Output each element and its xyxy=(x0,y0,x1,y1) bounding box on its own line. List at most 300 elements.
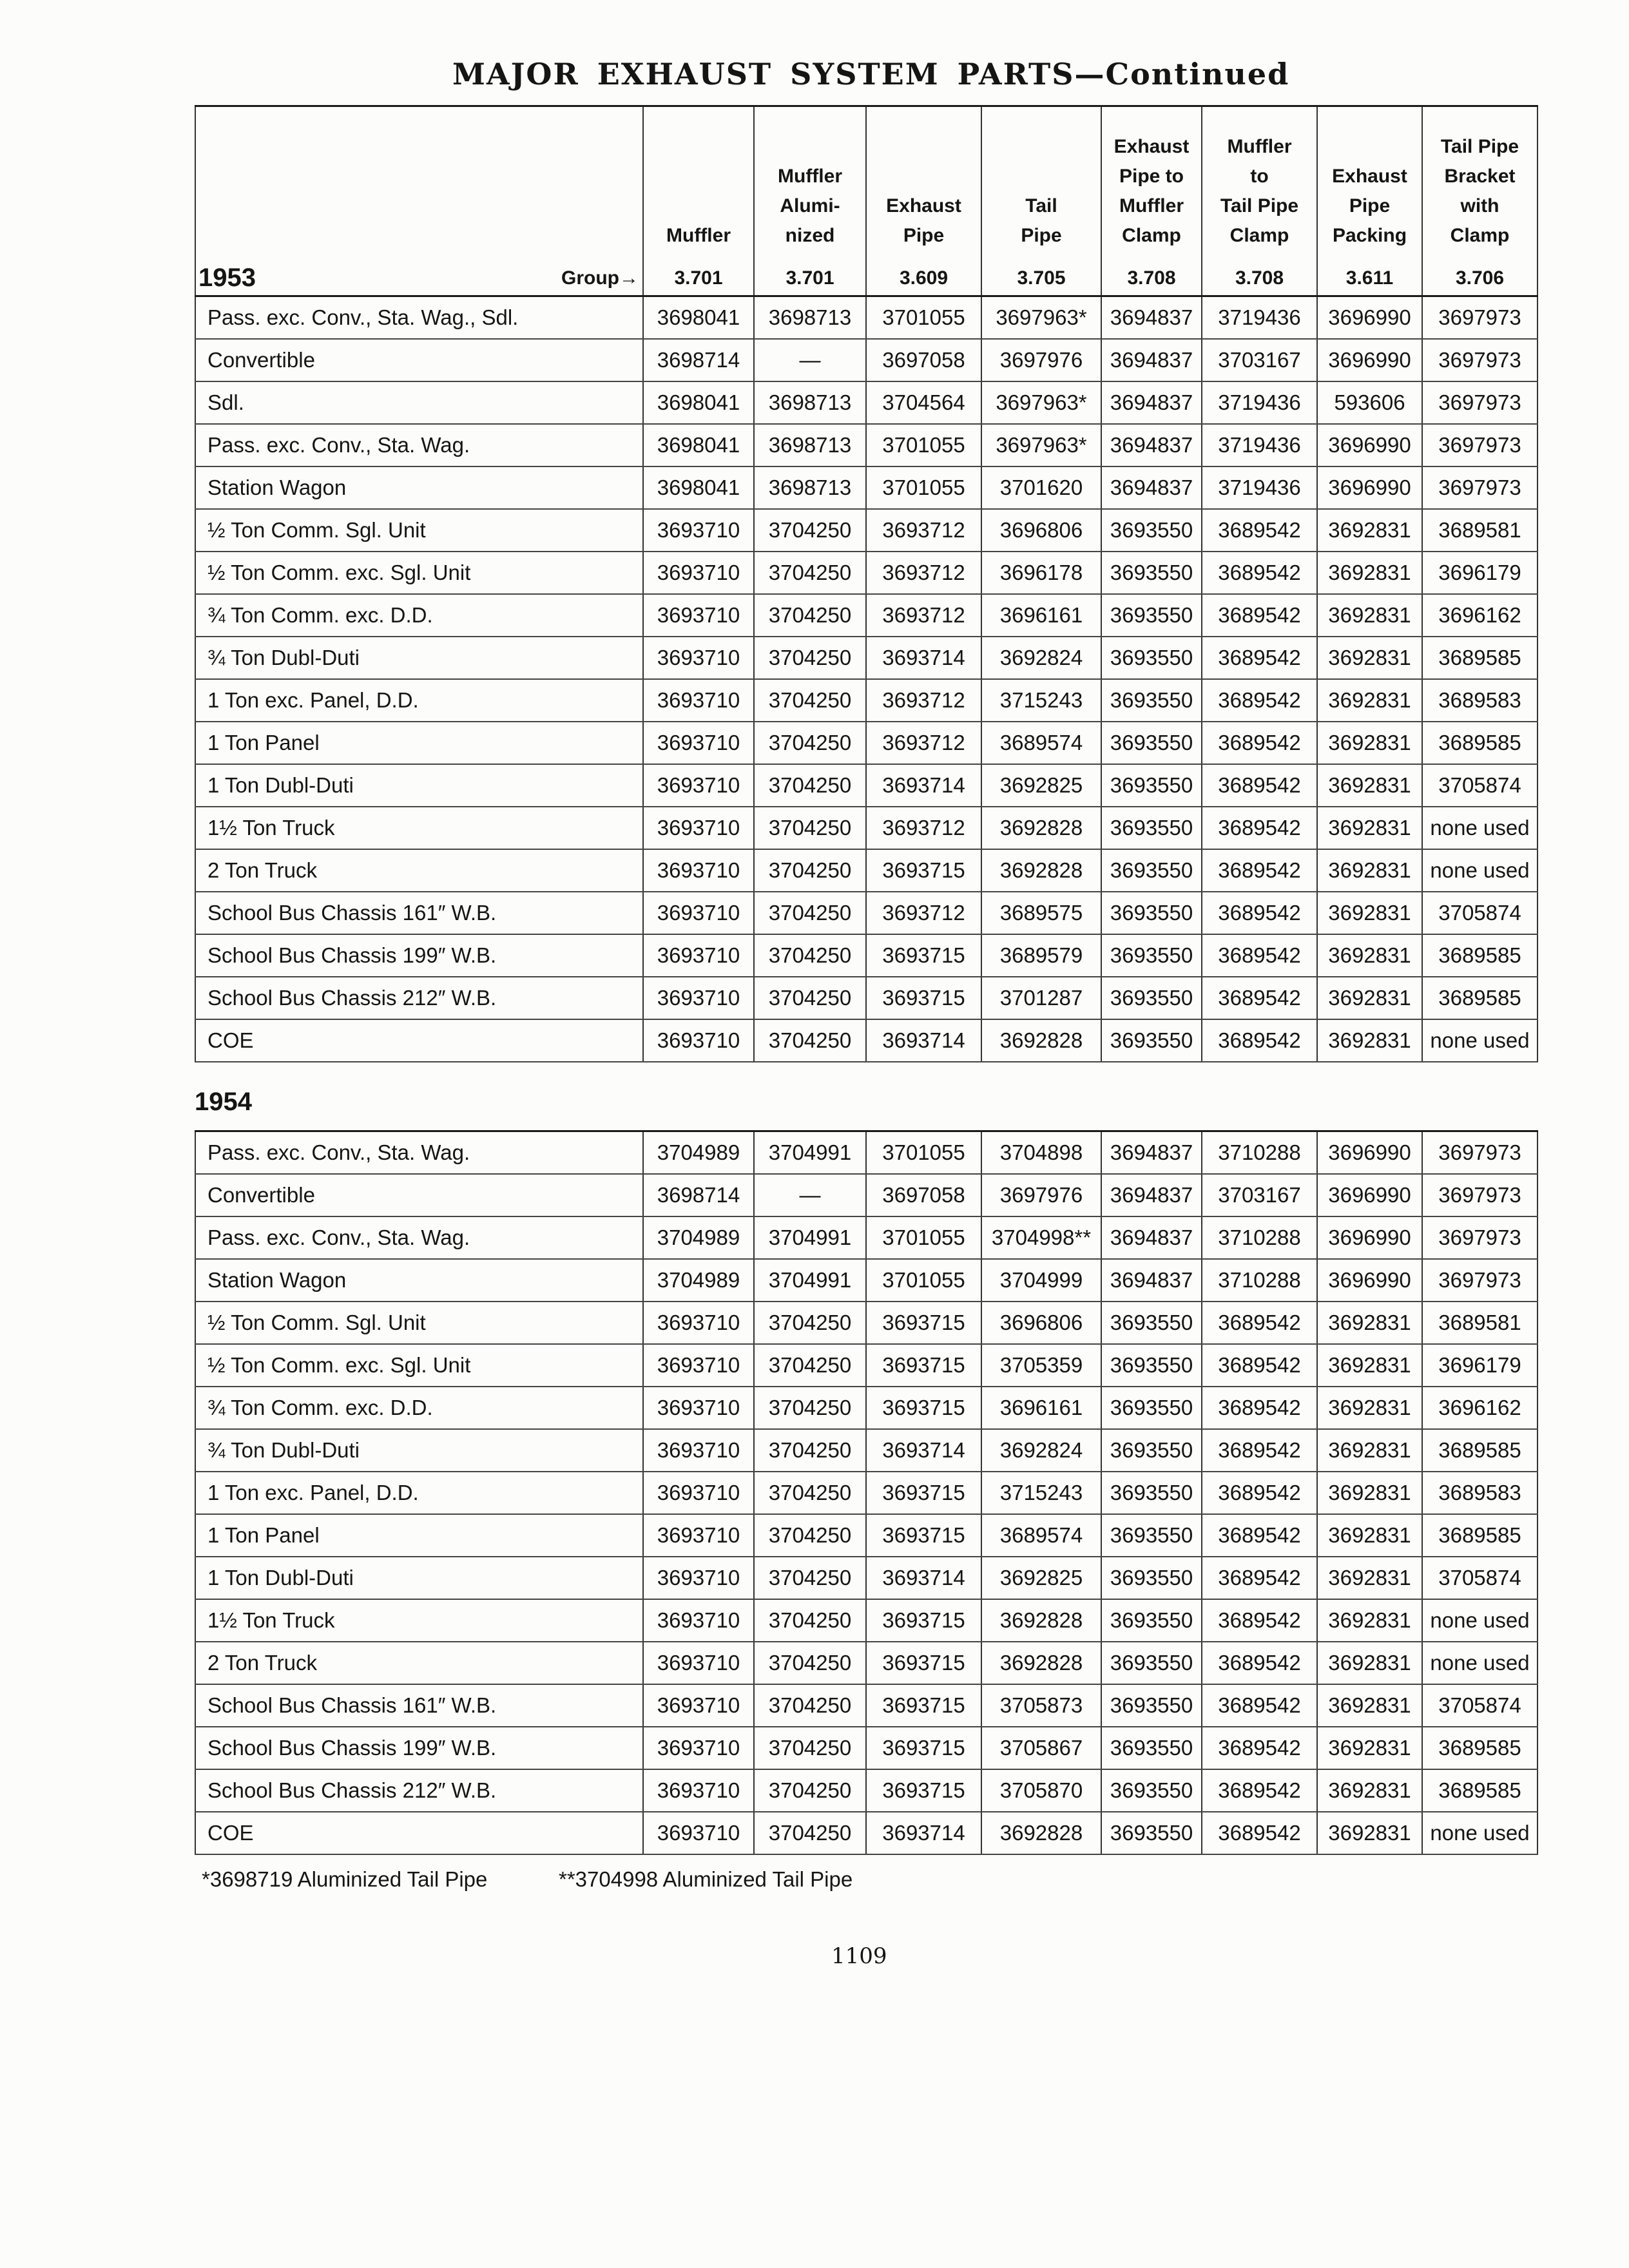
tail-pipe-part-number: 3692828 xyxy=(982,807,1102,849)
tail-pipe-part-number: 3697963* xyxy=(982,425,1102,466)
exhaust-pipe-to-muffler-clamp-part-number: 3693550 xyxy=(1102,1642,1202,1684)
muffler-part-number: 3693710 xyxy=(644,977,755,1019)
exhaust-pipe-packing-part-number: 3692831 xyxy=(1318,510,1423,551)
muffler-aluminized-part-number: 3704250 xyxy=(755,510,867,551)
exhaust-pipe-to-muffler-clamp-part-number: 3693550 xyxy=(1102,595,1202,636)
model-description: Sdl. xyxy=(195,382,644,423)
muffler-aluminized-part-number: 3704250 xyxy=(755,935,867,976)
table-row xyxy=(195,1217,1538,1260)
column-header-line: Muffler xyxy=(1227,136,1292,157)
exhaust-pipe-to-muffler-clamp-part-number: 3693550 xyxy=(1102,1345,1202,1386)
muffler-to-tail-pipe-clamp-part-number: 3689542 xyxy=(1202,1430,1318,1471)
exhaust-pipe-part-number: 3693715 xyxy=(867,1600,982,1641)
tail-pipe-bracket-with-clamp-part-number: none used xyxy=(1423,1600,1538,1641)
exhaust-pipe-packing-part-number: 3696990 xyxy=(1318,297,1423,338)
exhaust-pipe-to-muffler-clamp-part-number: 3693550 xyxy=(1102,1727,1202,1769)
column-header-row xyxy=(195,107,1538,261)
tail-pipe-bracket-with-clamp-part-number: 3696162 xyxy=(1423,595,1538,636)
model-description: School Bus Chassis 161″ W.B. xyxy=(195,892,644,934)
model-description: School Bus Chassis 199″ W.B. xyxy=(195,935,644,976)
tail-pipe-bracket-with-clamp-part-number: 3689585 xyxy=(1423,977,1538,1019)
tail-pipe-part-number: 3692828 xyxy=(982,1600,1102,1641)
muffler-to-tail-pipe-clamp-part-number: 3689542 xyxy=(1202,1472,1318,1514)
exhaust-pipe-part-number: 3704564 xyxy=(867,382,982,423)
exhaust-pipe-to-muffler-clamp-part-number: 3693550 xyxy=(1102,510,1202,551)
exhaust-pipe-part-number: 3693712 xyxy=(867,680,982,721)
footnote-aluminized-tail-pipe-1954: **3704998 Aluminized Tail Pipe xyxy=(559,1867,853,1891)
exhaust-pipe-packing-column-header xyxy=(1318,107,1423,261)
column-header-line: Exhaust xyxy=(886,195,961,216)
column-header-line: Clamp xyxy=(1122,225,1181,246)
muffler-to-tail-pipe-clamp-part-number: 3689542 xyxy=(1202,1557,1318,1599)
tail-pipe-bracket-with-clamp-part-number: 3697973 xyxy=(1423,297,1538,338)
exhaust-pipe-packing-part-number: 3692831 xyxy=(1318,1600,1423,1641)
muffler-aluminized-part-number: 3704250 xyxy=(755,1302,867,1343)
table-row xyxy=(195,1685,1538,1727)
muffler-aluminized-part-number: 3704250 xyxy=(755,1812,867,1854)
exhaust-pipe-packing-part-number: 3692831 xyxy=(1318,1472,1423,1514)
tail-pipe-part-number: 3692828 xyxy=(982,1642,1102,1684)
exhaust-pipe-packing-part-number: 593606 xyxy=(1318,382,1423,423)
exhaust-pipe-to-muffler-clamp-part-number: 3693550 xyxy=(1102,637,1202,678)
muffler-aluminized-part-number: — xyxy=(755,1175,867,1216)
table-row xyxy=(195,1600,1538,1642)
exhaust-pipe-part-number: 3693712 xyxy=(867,722,982,764)
tail-pipe-part-number: 3697976 xyxy=(982,340,1102,381)
exhaust-pipe-to-muffler-clamp-part-number: 3693550 xyxy=(1102,935,1202,976)
column-header-line: Pipe xyxy=(1021,225,1062,246)
muffler-aluminized-part-number: 3704250 xyxy=(755,1685,867,1726)
muffler-to-tail-pipe-clamp-part-number: 3689542 xyxy=(1202,935,1318,976)
table-row xyxy=(195,595,1538,637)
exhaust-pipe-packing-part-number: 3692831 xyxy=(1318,1812,1423,1854)
tail-pipe-part-number: 3705359 xyxy=(982,1345,1102,1386)
column-header-line: Clamp xyxy=(1450,225,1510,246)
column-header-line: Tail Pipe xyxy=(1220,195,1299,216)
exhaust-pipe-part-number: 3693714 xyxy=(867,637,982,678)
model-description: Pass. exc. Conv., Sta. Wag. xyxy=(195,1217,644,1258)
exhaust-pipe-part-number: 3693715 xyxy=(867,1472,982,1514)
column-header-line: Muffler xyxy=(1119,195,1184,216)
muffler-to-tail-pipe-clamp-part-number: 3689542 xyxy=(1202,637,1318,678)
model-description: ½ Ton Comm. Sgl. Unit xyxy=(195,1302,644,1343)
muffler-aluminized-part-number: 3704250 xyxy=(755,552,867,593)
table-row xyxy=(195,1132,1538,1175)
muffler-to-tail-pipe-clamp-part-number: 3719436 xyxy=(1202,297,1318,338)
model-description: Pass. exc. Conv., Sta. Wag., Sdl. xyxy=(195,297,644,338)
muffler-part-number: 3693710 xyxy=(644,637,755,678)
exhaust-pipe-column-header xyxy=(867,107,982,261)
exhaust-pipe-part-number: 3693715 xyxy=(867,977,982,1019)
muffler-part-number: 3693710 xyxy=(644,1642,755,1684)
tail-pipe-part-number: 3696806 xyxy=(982,1302,1102,1343)
exhaust-pipe-part-number: 3693715 xyxy=(867,1515,982,1556)
tail-pipe-part-number: 3689574 xyxy=(982,1515,1102,1556)
exhaust-pipe-packing-part-number: 3692831 xyxy=(1318,1685,1423,1726)
muffler-to-tail-pipe-clamp-part-number: 3689542 xyxy=(1202,1727,1318,1769)
muffler-part-number: 3693710 xyxy=(644,1430,755,1471)
exhaust-pipe-part-number: 3693712 xyxy=(867,552,982,593)
exhaust-pipe-packing-part-number: 3692831 xyxy=(1318,1345,1423,1386)
table-row xyxy=(195,1430,1538,1472)
muffler-part-number: 3704989 xyxy=(644,1217,755,1258)
table-row xyxy=(195,935,1538,977)
model-description: 1 Ton Dubl-Duti xyxy=(195,1557,644,1599)
model-description: 1 Ton Panel xyxy=(195,1515,644,1556)
tail-pipe-bracket-with-clamp-part-number: 3705874 xyxy=(1423,892,1538,934)
muffler-aluminized-part-number: 3704991 xyxy=(755,1132,867,1173)
column-header-line: Muffler xyxy=(666,225,731,246)
exhaust-pipe-part-number: 3693712 xyxy=(867,510,982,551)
exhaust-pipe-to-muffler-clamp-part-number: 3693550 xyxy=(1102,1685,1202,1726)
column-header-line: Muffler xyxy=(778,166,842,187)
exhaust-pipe-part-number: 3693712 xyxy=(867,807,982,849)
table-row xyxy=(195,1387,1538,1430)
exhaust-pipe-to-muffler-clamp-part-number: 3693550 xyxy=(1102,1020,1202,1061)
table-row xyxy=(195,1020,1538,1062)
tail-pipe-part-number: 3692824 xyxy=(982,1430,1102,1471)
exhaust-pipe-part-number: 3693714 xyxy=(867,1430,982,1471)
exhaust-pipe-part-number: 3701055 xyxy=(867,1217,982,1258)
group-number-row xyxy=(195,261,1538,297)
model-description: ¾ Ton Dubl-Duti xyxy=(195,1430,644,1471)
exhaust-pipe-packing-part-number: 3692831 xyxy=(1318,1515,1423,1556)
exhaust-pipe-packing-part-number: 3692831 xyxy=(1318,552,1423,593)
page-number: 1109 xyxy=(831,1943,887,1969)
table-row xyxy=(195,425,1538,467)
year-heading-1953: 1953 xyxy=(198,264,256,292)
tail-pipe-part-number: 3697963* xyxy=(982,297,1102,338)
exhaust-pipe-part-number: 3697058 xyxy=(867,1175,982,1216)
tail-pipe-part-number: 3692828 xyxy=(982,1020,1102,1061)
column-header-line: Exhaust xyxy=(1332,166,1407,187)
exhaust-pipe-to-muffler-clamp-part-number: 3693550 xyxy=(1102,680,1202,721)
model-description: ½ Ton Comm. exc. Sgl. Unit xyxy=(195,1345,644,1386)
footnote-aluminized-tail-pipe-1953: *3698719 Aluminized Tail Pipe xyxy=(202,1867,488,1891)
exhaust-pipe-packing-part-number: 3692831 xyxy=(1318,1642,1423,1684)
column-header-line: Packing xyxy=(1332,225,1407,246)
exhaust-pipe-to-muffler-clamp-part-number: 3694837 xyxy=(1102,467,1202,508)
model-description: School Bus Chassis 212″ W.B. xyxy=(195,977,644,1019)
exhaust-pipe-to-muffler-clamp-part-number: 3693550 xyxy=(1102,1515,1202,1556)
muffler-to-tail-pipe-clamp-part-number: 3689542 xyxy=(1202,1345,1318,1386)
exhaust-pipe-packing-part-number: 3696990 xyxy=(1318,1217,1423,1258)
tail-pipe-bracket-with-clamp-part-number: 3689585 xyxy=(1423,637,1538,678)
column-header-line: Pipe to xyxy=(1119,166,1184,187)
tail-pipe-part-number: 3704999 xyxy=(982,1260,1102,1301)
table-body-1954 xyxy=(195,1132,1538,1855)
exhaust-pipe-to-muffler-clamp-part-number: 3693550 xyxy=(1102,1770,1202,1811)
muffler-part-number: 3693710 xyxy=(644,1472,755,1514)
muffler-aluminized-part-number: 3704250 xyxy=(755,977,867,1019)
tail-pipe-bracket-with-clamp-part-number: none used xyxy=(1423,1812,1538,1854)
tail-pipe-bracket-with-clamp-part-number: none used xyxy=(1423,807,1538,849)
parts-table-1954 xyxy=(195,1130,1538,1855)
tail-pipe-bracket-with-clamp-part-number: none used xyxy=(1423,850,1538,891)
tail-pipe-part-number: 3696161 xyxy=(982,595,1102,636)
muffler-part-number: 3693710 xyxy=(644,935,755,976)
exhaust-pipe-part-number: 3693715 xyxy=(867,1770,982,1811)
tail-pipe-bracket-with-clamp-group-number: 3.706 xyxy=(1423,261,1538,295)
muffler-group-number: 3.701 xyxy=(644,261,755,295)
exhaust-pipe-to-muffler-clamp-part-number: 3694837 xyxy=(1102,1175,1202,1216)
exhaust-pipe-packing-part-number: 3696990 xyxy=(1318,1132,1423,1173)
tail-pipe-part-number: 3705867 xyxy=(982,1727,1102,1769)
table-row xyxy=(195,977,1538,1020)
muffler-to-tail-pipe-clamp-part-number: 3689542 xyxy=(1202,977,1318,1019)
exhaust-pipe-to-muffler-clamp-part-number: 3694837 xyxy=(1102,297,1202,338)
muffler-part-number: 3698041 xyxy=(644,425,755,466)
exhaust-pipe-to-muffler-clamp-part-number: 3694837 xyxy=(1102,340,1202,381)
tail-pipe-part-number: 3715243 xyxy=(982,680,1102,721)
table-row xyxy=(195,1175,1538,1217)
muffler-to-tail-pipe-clamp-part-number: 3689542 xyxy=(1202,552,1318,593)
muffler-to-tail-pipe-clamp-part-number: 3689542 xyxy=(1202,1387,1318,1428)
tail-pipe-bracket-with-clamp-part-number: 3689585 xyxy=(1423,1727,1538,1769)
column-header-line: Exhaust xyxy=(1113,136,1190,157)
tail-pipe-part-number: 3701620 xyxy=(982,467,1102,508)
exhaust-pipe-part-number: 3701055 xyxy=(867,425,982,466)
tail-pipe-bracket-with-clamp-part-number: 3697973 xyxy=(1423,1217,1538,1258)
tail-pipe-bracket-with-clamp-part-number: 3696179 xyxy=(1423,552,1538,593)
table-row xyxy=(195,722,1538,765)
muffler-to-tail-pipe-clamp-part-number: 3689542 xyxy=(1202,1812,1318,1854)
model-description: 2 Ton Truck xyxy=(195,1642,644,1684)
exhaust-pipe-part-number: 3701055 xyxy=(867,297,982,338)
muffler-part-number: 3693710 xyxy=(644,595,755,636)
muffler-aluminized-part-number: 3704250 xyxy=(755,722,867,764)
muffler-aluminized-part-number: 3704250 xyxy=(755,1515,867,1556)
model-description: 2 Ton Truck xyxy=(195,850,644,891)
model-description: ¾ Ton Comm. exc. D.D. xyxy=(195,1387,644,1428)
exhaust-pipe-packing-part-number: 3692831 xyxy=(1318,722,1423,764)
muffler-aluminized-part-number: 3704250 xyxy=(755,765,867,806)
tail-pipe-part-number: 3715243 xyxy=(982,1472,1102,1514)
exhaust-pipe-to-muffler-clamp-part-number: 3693550 xyxy=(1102,722,1202,764)
muffler-aluminized-part-number: 3704250 xyxy=(755,680,867,721)
muffler-aluminized-part-number: 3704250 xyxy=(755,1770,867,1811)
exhaust-pipe-packing-part-number: 3696990 xyxy=(1318,467,1423,508)
exhaust-pipe-part-number: 3693715 xyxy=(867,1685,982,1726)
muffler-part-number: 3693710 xyxy=(644,765,755,806)
tail-pipe-bracket-with-clamp-part-number: 3705874 xyxy=(1423,1685,1538,1726)
model-description: Convertible xyxy=(195,1175,644,1216)
model-description: School Bus Chassis 212″ W.B. xyxy=(195,1770,644,1811)
muffler-part-number: 3693710 xyxy=(644,510,755,551)
tail-pipe-bracket-with-clamp-part-number: 3689581 xyxy=(1423,1302,1538,1343)
muffler-part-number: 3698041 xyxy=(644,467,755,508)
table-row xyxy=(195,1812,1538,1855)
tail-pipe-part-number: 3705873 xyxy=(982,1685,1102,1726)
exhaust-pipe-part-number: 3693715 xyxy=(867,1302,982,1343)
muffler-aluminized-part-number: 3698713 xyxy=(755,467,867,508)
group-label-cell xyxy=(195,261,644,295)
parts-table-1953 xyxy=(195,105,1538,1062)
tail-pipe-part-number: 3692825 xyxy=(982,765,1102,806)
tail-pipe-bracket-with-clamp-part-number: 3689585 xyxy=(1423,1515,1538,1556)
muffler-part-number: 3693710 xyxy=(644,1600,755,1641)
table-row xyxy=(195,467,1538,510)
exhaust-pipe-packing-part-number: 3692831 xyxy=(1318,1302,1423,1343)
tail-pipe-group-number: 3.705 xyxy=(982,261,1102,295)
exhaust-pipe-part-number: 3693715 xyxy=(867,1642,982,1684)
model-description: Pass. exc. Conv., Sta. Wag. xyxy=(195,425,644,466)
tail-pipe-bracket-with-clamp-part-number: 3697973 xyxy=(1423,1175,1538,1216)
muffler-to-tail-pipe-clamp-part-number: 3689542 xyxy=(1202,510,1318,551)
table-row xyxy=(195,807,1538,850)
muffler-part-number: 3698714 xyxy=(644,340,755,381)
exhaust-pipe-packing-part-number: 3692831 xyxy=(1318,680,1423,721)
muffler-part-number: 3693710 xyxy=(644,1557,755,1599)
exhaust-pipe-to-muffler-clamp-part-number: 3693550 xyxy=(1102,1302,1202,1343)
exhaust-pipe-packing-part-number: 3692831 xyxy=(1318,1430,1423,1471)
model-description: Pass. exc. Conv., Sta. Wag. xyxy=(195,1132,644,1173)
muffler-aluminized-part-number: 3704250 xyxy=(755,807,867,849)
muffler-part-number: 3704989 xyxy=(644,1260,755,1301)
muffler-aluminized-part-number: 3704991 xyxy=(755,1217,867,1258)
muffler-part-number: 3704989 xyxy=(644,1132,755,1173)
exhaust-pipe-to-muffler-clamp-part-number: 3693550 xyxy=(1102,977,1202,1019)
tail-pipe-bracket-with-clamp-part-number: none used xyxy=(1423,1642,1538,1684)
exhaust-pipe-packing-part-number: 3692831 xyxy=(1318,1557,1423,1599)
exhaust-pipe-part-number: 3693715 xyxy=(867,1727,982,1769)
table-row xyxy=(195,1770,1538,1812)
muffler-to-tail-pipe-clamp-part-number: 3689542 xyxy=(1202,807,1318,849)
table-row xyxy=(195,297,1538,340)
table-body-1953 xyxy=(195,297,1538,1062)
exhaust-pipe-packing-part-number: 3696990 xyxy=(1318,340,1423,381)
column-header-line: Bracket xyxy=(1444,166,1516,187)
model-description: School Bus Chassis 199″ W.B. xyxy=(195,1727,644,1769)
exhaust-pipe-part-number: 3701055 xyxy=(867,1132,982,1173)
exhaust-pipe-part-number: 3693715 xyxy=(867,850,982,891)
column-header-line: Clamp xyxy=(1229,225,1289,246)
tail-pipe-part-number: 3704998** xyxy=(982,1217,1102,1258)
tail-pipe-part-number: 3689574 xyxy=(982,722,1102,764)
muffler-to-tail-pipe-clamp-part-number: 3703167 xyxy=(1202,1175,1318,1216)
muffler-to-tail-pipe-clamp-part-number: 3710288 xyxy=(1202,1217,1318,1258)
exhaust-pipe-part-number: 3693712 xyxy=(867,892,982,934)
exhaust-pipe-to-muffler-clamp-part-number: 3693550 xyxy=(1102,552,1202,593)
muffler-aluminized-part-number: 3704250 xyxy=(755,850,867,891)
column-header-line: Pipe xyxy=(1349,195,1391,216)
muffler-part-number: 3693710 xyxy=(644,1685,755,1726)
exhaust-pipe-to-muffler-clamp-part-number: 3694837 xyxy=(1102,382,1202,423)
model-description: ¾ Ton Comm. exc. D.D. xyxy=(195,595,644,636)
muffler-part-number: 3693710 xyxy=(644,1387,755,1428)
muffler-to-tail-pipe-clamp-part-number: 3689542 xyxy=(1202,595,1318,636)
table-row xyxy=(195,1345,1538,1387)
muffler-to-tail-pipe-clamp-part-number: 3689542 xyxy=(1202,892,1318,934)
muffler-to-tail-pipe-clamp-part-number: 3689542 xyxy=(1202,722,1318,764)
table-row xyxy=(195,340,1538,382)
muffler-aluminized-group-number: 3.701 xyxy=(755,261,867,295)
tail-pipe-bracket-with-clamp-part-number: 3705874 xyxy=(1423,765,1538,806)
muffler-aluminized-part-number: 3704250 xyxy=(755,637,867,678)
group-label: Group→ xyxy=(561,267,639,289)
muffler-to-tail-pipe-clamp-part-number: 3689542 xyxy=(1202,1770,1318,1811)
exhaust-pipe-to-muffler-clamp-part-number: 3693550 xyxy=(1102,1472,1202,1514)
tail-pipe-bracket-with-clamp-part-number: 3689585 xyxy=(1423,935,1538,976)
muffler-aluminized-part-number: 3704250 xyxy=(755,1430,867,1471)
exhaust-pipe-to-muffler-clamp-part-number: 3693550 xyxy=(1102,850,1202,891)
tail-pipe-part-number: 3697976 xyxy=(982,1175,1102,1216)
muffler-aluminized-part-number: 3698713 xyxy=(755,297,867,338)
muffler-to-tail-pipe-clamp-part-number: 3689542 xyxy=(1202,1020,1318,1061)
exhaust-pipe-packing-part-number: 3696990 xyxy=(1318,1260,1423,1301)
model-description: School Bus Chassis 161″ W.B. xyxy=(195,1685,644,1726)
muffler-to-tail-pipe-clamp-part-number: 3719436 xyxy=(1202,425,1318,466)
model-description: 1 Ton Dubl-Duti xyxy=(195,765,644,806)
tail-pipe-part-number: 3692828 xyxy=(982,1812,1102,1854)
tail-pipe-bracket-with-clamp-part-number: 3697973 xyxy=(1423,340,1538,381)
exhaust-pipe-to-muffler-clamp-part-number: 3693550 xyxy=(1102,1600,1202,1641)
exhaust-pipe-part-number: 3701055 xyxy=(867,467,982,508)
table-row xyxy=(195,637,1538,680)
exhaust-pipe-packing-part-number: 3692831 xyxy=(1318,765,1423,806)
muffler-part-number: 3693710 xyxy=(644,680,755,721)
muffler-to-tail-pipe-clamp-part-number: 3689542 xyxy=(1202,1302,1318,1343)
muffler-aluminized-part-number: 3704250 xyxy=(755,892,867,934)
tail-pipe-part-number: 3704898 xyxy=(982,1132,1102,1173)
muffler-aluminized-part-number: 3698713 xyxy=(755,425,867,466)
muffler-part-number: 3698041 xyxy=(644,297,755,338)
muffler-to-tail-pipe-clamp-part-number: 3719436 xyxy=(1202,382,1318,423)
exhaust-pipe-packing-part-number: 3692831 xyxy=(1318,807,1423,849)
exhaust-pipe-packing-part-number: 3692831 xyxy=(1318,977,1423,1019)
muffler-aluminized-part-number: — xyxy=(755,340,867,381)
model-description: 1½ Ton Truck xyxy=(195,1600,644,1641)
muffler-to-tail-pipe-clamp-part-number: 3689542 xyxy=(1202,1685,1318,1726)
muffler-part-number: 3693710 xyxy=(644,722,755,764)
tail-pipe-bracket-with-clamp-part-number: 3689585 xyxy=(1423,1770,1538,1811)
table-row xyxy=(195,1515,1538,1557)
tail-pipe-part-number: 3705870 xyxy=(982,1770,1102,1811)
tail-pipe-part-number: 3697963* xyxy=(982,382,1102,423)
tail-pipe-bracket-with-clamp-part-number: 3705874 xyxy=(1423,1557,1538,1599)
exhaust-pipe-packing-part-number: 3692831 xyxy=(1318,1770,1423,1811)
exhaust-pipe-part-number: 3693714 xyxy=(867,1557,982,1599)
tail-pipe-bracket-with-clamp-part-number: 3697973 xyxy=(1423,1260,1538,1301)
exhaust-pipe-to-muffler-clamp-part-number: 3693550 xyxy=(1102,807,1202,849)
muffler-part-number: 3693710 xyxy=(644,1812,755,1854)
exhaust-pipe-to-muffler-clamp-part-number: 3693550 xyxy=(1102,1557,1202,1599)
exhaust-pipe-packing-part-number: 3692831 xyxy=(1318,892,1423,934)
muffler-part-number: 3693710 xyxy=(644,892,755,934)
exhaust-pipe-part-number: 3701055 xyxy=(867,1260,982,1301)
muffler-part-number: 3693710 xyxy=(644,1770,755,1811)
muffler-to-tail-pipe-clamp-part-number: 3689542 xyxy=(1202,1515,1318,1556)
model-description: Station Wagon xyxy=(195,1260,644,1301)
muffler-aluminized-part-number: 3704991 xyxy=(755,1260,867,1301)
exhaust-pipe-group-number: 3.609 xyxy=(867,261,982,295)
muffler-part-number: 3693710 xyxy=(644,1302,755,1343)
column-header-line: to xyxy=(1250,166,1269,187)
table-row xyxy=(195,1642,1538,1685)
table-row xyxy=(195,1557,1538,1600)
model-description: ¾ Ton Dubl-Duti xyxy=(195,637,644,678)
tail-pipe-bracket-with-clamp-part-number: 3697973 xyxy=(1423,467,1538,508)
muffler-part-number: 3693710 xyxy=(644,1020,755,1061)
table-row xyxy=(195,1260,1538,1302)
exhaust-pipe-packing-part-number: 3692831 xyxy=(1318,1020,1423,1061)
exhaust-pipe-packing-group-number: 3.611 xyxy=(1318,261,1423,295)
table-row xyxy=(195,680,1538,722)
muffler-to-tail-pipe-clamp-column-header xyxy=(1202,107,1318,261)
model-description: ½ Ton Comm. Sgl. Unit xyxy=(195,510,644,551)
muffler-aluminized-part-number: 3704250 xyxy=(755,1387,867,1428)
page-title: MAJOR EXHAUST SYSTEM PARTS—Continued xyxy=(452,57,1290,91)
